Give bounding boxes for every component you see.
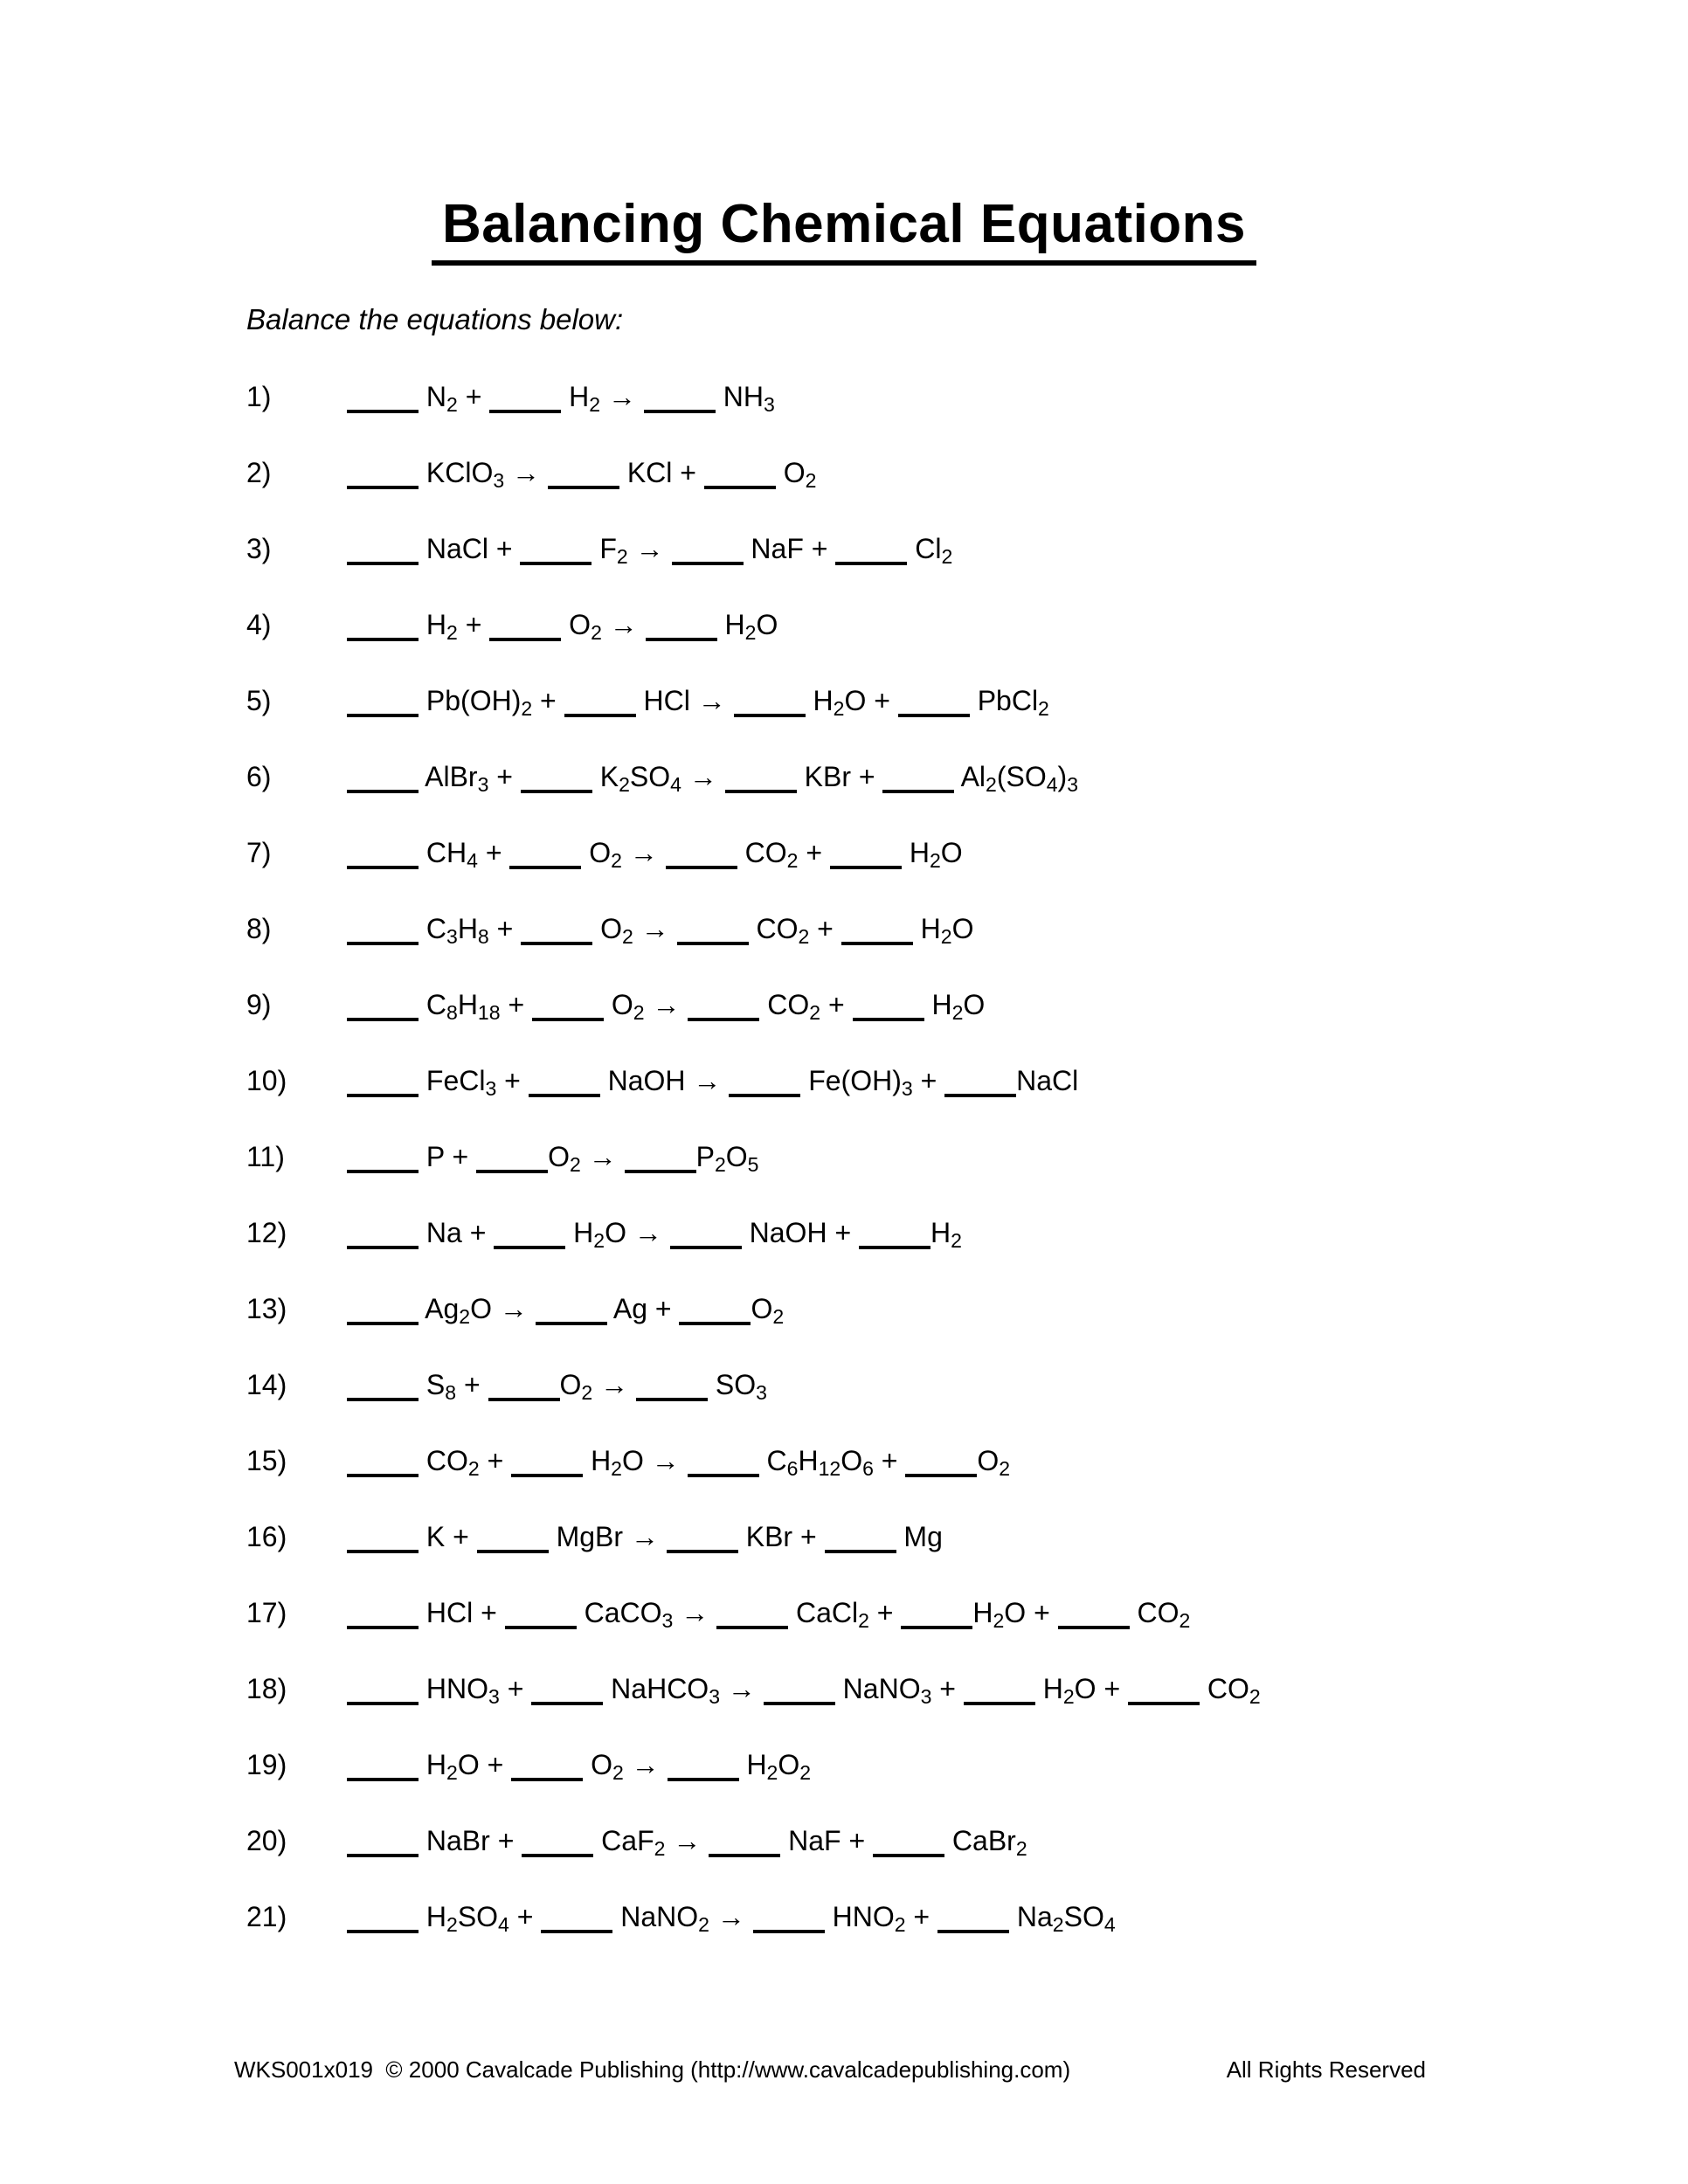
answer-blank: [646, 638, 717, 641]
answer-blank: [505, 1626, 577, 1629]
answer-blank: [347, 562, 419, 565]
subscript: 2: [941, 545, 953, 569]
reaction-arrow-icon: →: [697, 685, 726, 716]
reaction-arrow-icon: →: [631, 1749, 660, 1780]
equation-number: 7): [246, 837, 272, 868]
answer-blank: [688, 1018, 759, 1021]
subscript: 8: [477, 925, 489, 949]
subscript: 2: [446, 393, 458, 417]
answer-blank: [830, 866, 902, 869]
subscript: 2: [446, 1913, 458, 1937]
subscript: 3: [920, 1685, 932, 1709]
equation-number: 8): [246, 913, 272, 944]
equation-row: [246, 377, 1426, 453]
answer-blank: [347, 1474, 419, 1477]
subscript: 2: [611, 1457, 622, 1481]
equation-formula: $HNO_3$ + NaHCO$_3$ → NaNO$_3$ + $H_2O + CO_2$: [347, 1673, 1261, 1704]
subscript: 3: [661, 1609, 674, 1633]
equation-formula: $P + O_2 \to P_2O_5$: [347, 1141, 758, 1172]
reaction-arrow-icon: →: [635, 533, 664, 564]
reaction-arrow-icon: →: [499, 1293, 528, 1324]
answer-blank: [536, 1322, 607, 1325]
answer-blank: [347, 486, 419, 489]
subscript: 4: [670, 773, 681, 797]
answer-blank: [509, 866, 581, 869]
answer-blank: [853, 1018, 924, 1021]
answer-blank: [347, 1702, 419, 1705]
answer-blank: [901, 1626, 972, 1629]
reaction-arrow-icon: →: [633, 1217, 662, 1248]
subscript: 2: [894, 1913, 906, 1937]
reaction-arrow-icon: →: [716, 1901, 745, 1932]
answer-blank: [347, 410, 419, 413]
title-wrap: [0, 194, 1688, 266]
answer-blank: [347, 1626, 419, 1629]
instruction-text: Balance the equations below:: [246, 303, 624, 335]
equation-row: [246, 1669, 1426, 1745]
answer-blank: [729, 1094, 800, 1097]
answer-blank: [347, 1094, 419, 1097]
answer-blank: [511, 1474, 583, 1477]
answer-blank: [548, 486, 619, 489]
equation-number: 21): [246, 1901, 287, 1932]
reaction-arrow-icon: →: [688, 761, 717, 792]
subscript: 2: [621, 925, 633, 949]
equation-number: 19): [246, 1749, 287, 1780]
answer-blank: [1128, 1702, 1200, 1705]
equation-number: 9): [246, 989, 272, 1020]
equation-row: [246, 1897, 1426, 1973]
answer-blank: [522, 1854, 593, 1857]
equation-formula: $H_2SO_4$ + NaNO$_2$ → $HNO_2 + Na_2SO_4$: [347, 1901, 1116, 1932]
reaction-arrow-icon: →: [727, 1673, 756, 1704]
subscript: 6: [862, 1457, 874, 1481]
answer-blank: [494, 1246, 565, 1249]
subscript: 2: [459, 1305, 471, 1329]
equation-row: [246, 909, 1426, 985]
equation-number: 12): [246, 1217, 287, 1248]
subscript: 2: [1062, 1685, 1075, 1709]
subscript: 3: [488, 1685, 500, 1709]
answer-blank: [666, 866, 737, 869]
subscript: 2: [744, 621, 757, 645]
subscript: 2: [929, 849, 941, 873]
subscript: 3: [477, 773, 489, 797]
subscript: 2: [1052, 1913, 1064, 1937]
answer-blank: [347, 1018, 419, 1021]
answer-blank: [511, 1778, 583, 1781]
subscript: 12: [818, 1457, 841, 1481]
equation-row: [246, 757, 1426, 833]
subscript: 2: [698, 1913, 709, 1937]
subscript: 2: [766, 1761, 778, 1785]
subscript: 2: [986, 773, 997, 797]
equation-row: [246, 453, 1426, 529]
equation-row: [246, 833, 1426, 909]
reaction-arrow-icon: →: [693, 1065, 722, 1096]
answer-blank: [882, 790, 954, 793]
answer-blank: [489, 638, 561, 641]
subscript: 3: [493, 469, 505, 493]
equation-formula: $C_3H_8 + O_2 \to CO_2 + H_2O$: [347, 913, 973, 944]
answer-blank: [347, 866, 419, 869]
subscript: 2: [799, 1761, 812, 1785]
equation-row: [246, 681, 1426, 757]
reaction-arrow-icon: →: [609, 609, 638, 640]
equation-number: 5): [246, 685, 272, 716]
equation-formula: $Pb(OH)_2$ + HCl → $H_2O$ + PbCl$_2$: [347, 685, 1049, 716]
equation-number: 14): [246, 1369, 287, 1400]
subscript: 2: [798, 925, 810, 949]
reaction-arrow-icon: →: [588, 1141, 617, 1172]
subscript: 3: [901, 1077, 913, 1101]
subscript: 3: [1067, 773, 1078, 797]
page-title: Balancing Chemical Equations: [432, 197, 1256, 266]
subscript: 2: [446, 621, 458, 645]
subscript: 4: [467, 849, 478, 873]
reaction-arrow-icon: →: [512, 457, 541, 488]
reaction-arrow-icon: →: [673, 1825, 702, 1856]
subscript: 2: [570, 1153, 581, 1177]
equation-row: [246, 605, 1426, 681]
subscript: 4: [1046, 773, 1058, 797]
subscript: 2: [999, 1457, 1011, 1481]
answer-blank: [625, 1170, 696, 1173]
subscript: 3: [485, 1077, 497, 1101]
subscript: 2: [833, 697, 845, 721]
answer-blank: [347, 790, 419, 793]
answer-blank: [716, 1626, 788, 1629]
subscript: 2: [611, 849, 622, 873]
equation-number: 16): [246, 1521, 287, 1552]
equation-row: [246, 1289, 1426, 1365]
equation-row: [246, 1061, 1426, 1137]
answer-blank: [488, 1398, 560, 1401]
equation-number: 1): [246, 381, 272, 412]
answer-blank: [520, 562, 591, 565]
answer-blank: [489, 410, 561, 413]
equation-formula: $S_8 + O_2 \to SO_3$: [347, 1369, 767, 1400]
subscript: 2: [993, 1609, 1005, 1633]
answer-blank: [521, 942, 592, 945]
equation-number: 4): [246, 609, 272, 640]
equation-number: 20): [246, 1825, 287, 1856]
answer-blank: [347, 1322, 419, 1325]
answer-blank: [532, 1018, 604, 1021]
answer-blank: [541, 1930, 612, 1933]
subscript: 2: [616, 545, 628, 569]
equation-row: [246, 1441, 1426, 1517]
answer-blank: [347, 942, 419, 945]
subscript: 4: [498, 1913, 509, 1937]
reaction-arrow-icon: →: [629, 837, 658, 868]
equation-formula: $C_8H_{18} + O_2 \to CO_2 + H_2O$: [347, 989, 985, 1020]
equation-row: [246, 1365, 1426, 1441]
equation-formula: K + MgBr → KBr + Mg: [347, 1521, 943, 1552]
subscript: 2: [467, 1457, 480, 1481]
reaction-arrow-icon: →: [607, 381, 636, 412]
answer-blank: [347, 1930, 419, 1933]
reaction-arrow-icon: →: [681, 1597, 709, 1628]
answer-blank: [764, 1702, 835, 1705]
subscript: 2: [1249, 1685, 1261, 1709]
equation-formula: $Ag_2O \to Ag + O_2$: [347, 1293, 784, 1324]
equation-formula: $N_2 + H_2 \to NH_3$: [347, 381, 775, 412]
subscript: 3: [756, 1381, 767, 1405]
equation-formula: $Na + H_2O$ → NaOH + $H_2$: [347, 1217, 962, 1248]
subscript: 2: [593, 1229, 605, 1253]
equation-formula: NaBr + CaF$_2$ → NaF + CaBr$_2$: [347, 1825, 1027, 1856]
answer-blank: [347, 714, 419, 717]
equation-row: [246, 1593, 1426, 1669]
reaction-arrow-icon: →: [651, 1445, 680, 1476]
subscript: 8: [445, 1381, 457, 1405]
answer-blank: [964, 1702, 1035, 1705]
equation-number: 3): [246, 533, 272, 564]
subscript: 2: [951, 1229, 962, 1253]
reaction-arrow-icon: →: [630, 1521, 659, 1552]
subscript: 18: [477, 1001, 501, 1025]
subscript: 2: [858, 1609, 869, 1633]
answer-blank: [531, 1702, 603, 1705]
equation-number: 15): [246, 1445, 287, 1476]
answer-blank: [636, 1398, 708, 1401]
answer-blank: [668, 1778, 739, 1781]
equation-formula: $CO_2 + H_2O \to C_6H_{12}O_6 + O_2$: [347, 1445, 1010, 1476]
footer-copyright: WKS001x019 © 2000 Cavalcade Publishing (http://www.cavalcadepublishing.com): [234, 2056, 1071, 2083]
subscript: 2: [619, 773, 630, 797]
answer-blank: [347, 638, 419, 641]
equation-formula: KClO$_3$ → KCl + $O_2$: [347, 457, 816, 488]
answer-blank: [905, 1474, 977, 1477]
equation-formula: HCl + CaCO$_3$ → CaCl$_2$ + $H_2O + CO_2$: [347, 1597, 1190, 1628]
answer-blank: [753, 1930, 825, 1933]
equation-row: [246, 985, 1426, 1061]
reaction-arrow-icon: →: [652, 989, 681, 1020]
equation-row: [246, 529, 1426, 605]
subscript: 6: [786, 1457, 799, 1481]
answer-blank: [704, 486, 776, 489]
subscript: 2: [772, 1305, 785, 1329]
equation-row: [246, 1745, 1426, 1821]
answer-blank: [529, 1094, 600, 1097]
equation-row: [246, 1213, 1426, 1289]
equation-formula: $CH_4 + O_2 \to CO_2 + H_2O$: [347, 837, 963, 868]
answer-blank: [347, 1398, 419, 1401]
answer-blank: [944, 1094, 1016, 1097]
answer-blank: [835, 562, 907, 565]
answer-blank: [476, 1170, 548, 1173]
subscript: 2: [591, 621, 602, 645]
answer-blank: [841, 942, 913, 945]
answer-blank: [670, 1246, 742, 1249]
page-footer: [234, 2056, 1426, 2084]
subscript: 8: [446, 1001, 458, 1025]
equation-formula: $H_2O + O_2 \to H_2O_2$: [347, 1749, 811, 1780]
answer-blank: [521, 790, 592, 793]
answer-blank: [688, 1474, 759, 1477]
subscript: 2: [446, 1761, 458, 1785]
subscript: 2: [786, 849, 799, 873]
subscript: 2: [654, 1837, 666, 1861]
answer-blank: [898, 714, 970, 717]
equation-row: [246, 1517, 1426, 1593]
answer-blank: [734, 714, 806, 717]
subscript: 2: [612, 1761, 624, 1785]
answer-blank: [825, 1550, 896, 1553]
equation-formula: FeCl$_3$ + NaOH → $Fe(OH)_3$ + NaCl: [347, 1065, 1078, 1096]
subscript: 2: [714, 1153, 726, 1177]
answer-blank: [564, 714, 636, 717]
answer-blank: [709, 1854, 780, 1857]
subscript: 5: [747, 1153, 759, 1177]
answer-blank: [672, 562, 744, 565]
answer-blank: [677, 942, 749, 945]
subscript: 2: [1015, 1837, 1027, 1861]
footer-rights: All Rights Reserved: [1226, 2056, 1426, 2083]
answer-blank: [859, 1246, 930, 1249]
subscript: 3: [763, 393, 775, 417]
answer-blank: [347, 1778, 419, 1781]
subscript: 2: [809, 1001, 821, 1025]
answer-blank: [937, 1930, 1009, 1933]
equation-number: 6): [246, 761, 272, 792]
answer-blank: [477, 1550, 549, 1553]
subscript: 2: [1038, 697, 1049, 721]
reaction-arrow-icon: →: [640, 913, 669, 944]
equation-formula: $H_2 + O_2 \to H_2O$: [347, 609, 778, 640]
subscript: 2: [940, 925, 952, 949]
equations-list: [246, 377, 1426, 1973]
equation-row: [246, 1821, 1426, 1897]
equation-number: 18): [246, 1673, 287, 1704]
answer-blank: [347, 1246, 419, 1249]
equation-formula: NaCl + $F_2$ → NaF + $Cl_2$: [347, 533, 952, 564]
answer-blank: [1058, 1626, 1130, 1629]
subscript: 2: [581, 1381, 593, 1405]
answer-blank: [725, 790, 797, 793]
subscript: 3: [446, 925, 458, 949]
equation-number: 13): [246, 1293, 287, 1324]
subscript: 2: [1179, 1609, 1191, 1633]
equation-row: [246, 1137, 1426, 1213]
subscript: 4: [1103, 1913, 1116, 1937]
subscript: 2: [633, 1001, 645, 1025]
equation-number: 11): [246, 1141, 285, 1172]
subscript: 3: [709, 1685, 720, 1709]
reaction-arrow-icon: →: [600, 1369, 629, 1400]
subscript: 2: [951, 1001, 964, 1025]
equation-number: 17): [246, 1597, 287, 1628]
equation-formula: AlBr$_3$ + $K_2SO_4$ → KBr + $Al_2(SO_4)_3$: [347, 761, 1078, 792]
answer-blank: [347, 1854, 419, 1857]
subscript: 2: [805, 469, 817, 493]
equation-number: 10): [246, 1065, 287, 1096]
answer-blank: [644, 410, 716, 413]
answer-blank: [347, 1170, 419, 1173]
answer-blank: [873, 1854, 944, 1857]
answer-blank: [667, 1550, 738, 1553]
subscript: 2: [521, 697, 533, 721]
subscript: 2: [589, 393, 601, 417]
equation-number: 2): [246, 457, 272, 488]
answer-blank: [347, 1550, 419, 1553]
answer-blank: [679, 1322, 751, 1325]
